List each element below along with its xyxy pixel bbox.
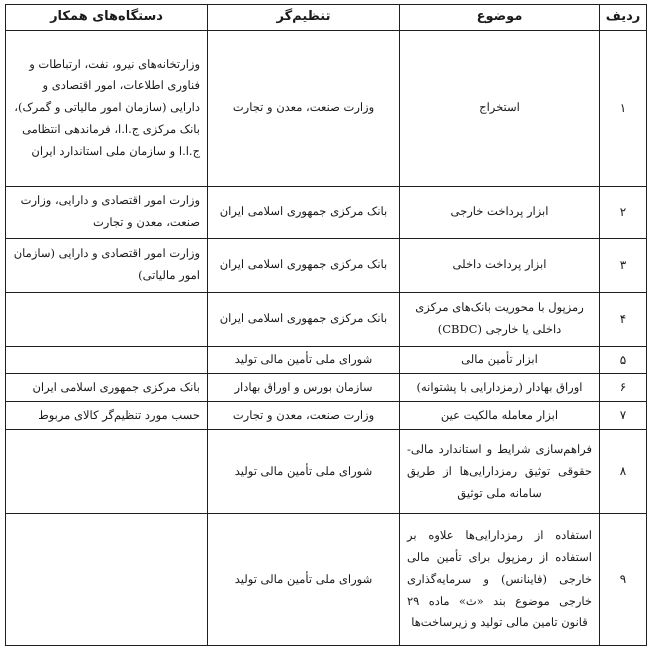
row-subject: ابزار معامله مالکیت عین xyxy=(400,402,600,430)
row-cooperating: بانک مرکزی جمهوری اسلامی ایران xyxy=(6,374,208,402)
row-subject: رمزپول با محوریت بانک‌های مرکزی داخلی یا خارجی (CBDC) xyxy=(400,292,600,346)
table-row xyxy=(6,186,647,238)
row-cooperating: وزارت امور اقتصادی و دارایی، وزارت صنعت، معدن و تجارت xyxy=(6,186,208,238)
row-number: ۳ xyxy=(600,238,647,292)
header-subject: موضوع xyxy=(400,5,600,31)
row-regulator: شورای ملی تأمین مالی تولید xyxy=(208,346,400,374)
row-cooperating xyxy=(6,514,208,646)
row-subject: ابزار پرداخت داخلی xyxy=(400,238,600,292)
row-cooperating: وزارتخانه‌های نیرو، نفت، ارتباطات و فناوری اطلاعات، امور اقتصادی و دارایی (سازمان امور مالیاتی و گمرک)، بانک مرکزی ج.ا.ا، فرماندهی انتظامی ج.ا.ا و سازمان ملی استاندارد ایران xyxy=(6,30,208,186)
table-row xyxy=(6,238,647,292)
table-row xyxy=(6,430,647,514)
row-subject: فراهم‌سازی شرایط و استاندارد مالی- حقوقی توثیق رمزدارایی‌ها از طریق سامانه ملی توثیق xyxy=(400,430,600,514)
row-number: ۸ xyxy=(600,430,647,514)
row-number: ۵ xyxy=(600,346,647,374)
row-regulator: شورای ملی تأمین مالی تولید xyxy=(208,514,400,646)
header-row-no: ردیف xyxy=(600,5,647,31)
row-cooperating xyxy=(6,346,208,374)
table-row xyxy=(6,402,647,430)
row-number: ۷ xyxy=(600,402,647,430)
row-cooperating xyxy=(6,292,208,346)
row-cooperating xyxy=(6,430,208,514)
row-regulator: بانک مرکزی جمهوری اسلامی ایران xyxy=(208,186,400,238)
row-subject: ابزار پرداخت خارجی xyxy=(400,186,600,238)
row-regulator: وزارت صنعت، معدن و تجارت xyxy=(208,402,400,430)
row-regulator: وزارت صنعت، معدن و تجارت xyxy=(208,30,400,186)
row-regulator: بانک مرکزی جمهوری اسلامی ایران xyxy=(208,238,400,292)
row-number: ۶ xyxy=(600,374,647,402)
header-regulator: تنظیم‌گر xyxy=(208,5,400,31)
regulators-table-container xyxy=(5,4,646,646)
row-subject: ابزار تأمین مالی xyxy=(400,346,600,374)
table-header-row xyxy=(6,5,647,31)
row-cooperating: وزارت امور اقتصادی و دارایی (سازمان امور مالیاتی) xyxy=(6,238,208,292)
row-cooperating: حسب مورد تنظیم‌گر کالای مربوط xyxy=(6,402,208,430)
regulators-table xyxy=(5,4,647,646)
row-number: ۹ xyxy=(600,514,647,646)
row-number: ۱ xyxy=(600,30,647,186)
table-row xyxy=(6,30,647,186)
table-row xyxy=(6,374,647,402)
row-regulator: شورای ملی تأمین مالی تولید xyxy=(208,430,400,514)
row-subject: اوراق بهادار (رمزدارایی با پشتوانه) xyxy=(400,374,600,402)
table-row xyxy=(6,292,647,346)
row-number: ۴ xyxy=(600,292,647,346)
row-number: ۲ xyxy=(600,186,647,238)
header-cooperating: دستگاه‌های همکار xyxy=(6,5,208,31)
table-row xyxy=(6,514,647,646)
row-subject: استفاده از رمزدارایی‌ها علاوه بر استفاده از رمزپول برای تأمین مالی خارجی (فاینانس) و سرمایه‌گذاری خارجی موضوع بند «ث» ماده ۲۹ قانون تامین مالی تولید و زیرساخت‌ها xyxy=(400,514,600,646)
row-subject: استخراج xyxy=(400,30,600,186)
table-row xyxy=(6,346,647,374)
row-regulator: سازمان بورس و اوراق بهادار xyxy=(208,374,400,402)
row-regulator: بانک مرکزی جمهوری اسلامی ایران xyxy=(208,292,400,346)
